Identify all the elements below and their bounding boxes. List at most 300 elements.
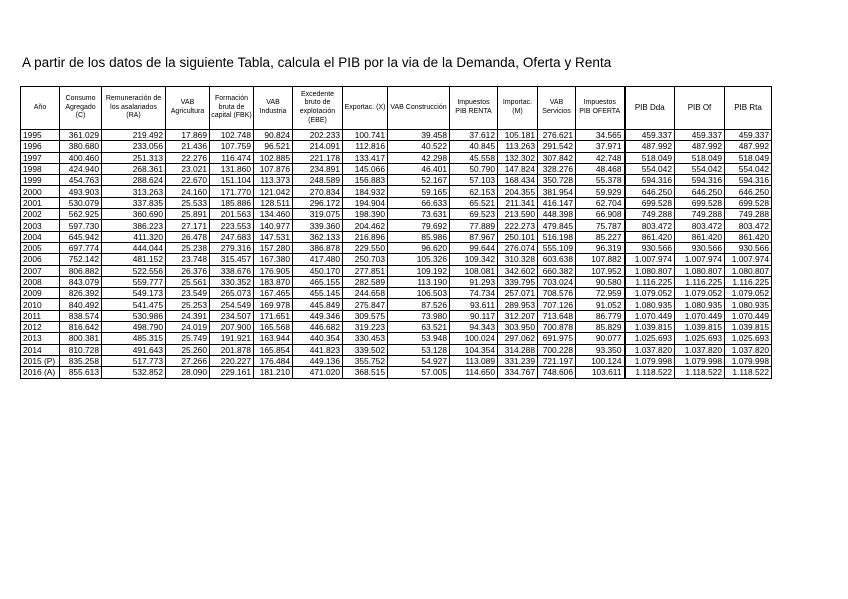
value-cell: 454.763	[60, 175, 102, 186]
value-cell: 22.276	[166, 152, 210, 163]
value-cell: 491.643	[102, 344, 166, 355]
value-cell: 90.117	[450, 310, 498, 321]
value-cell: 27.171	[166, 220, 210, 231]
value-cell: 1.070.449	[725, 310, 772, 321]
table-row	[21, 231, 772, 242]
value-cell: 86.779	[576, 310, 625, 321]
value-cell: 1.039.815	[625, 322, 675, 333]
header-cell: VAB Agricultura	[166, 87, 210, 130]
value-cell: 646.250	[725, 186, 772, 197]
value-cell: 930.566	[625, 242, 675, 253]
table-row	[21, 197, 772, 208]
header-cell: Exportac. (X)	[343, 87, 388, 130]
value-cell: 169.978	[254, 299, 293, 310]
value-cell: 319.075	[293, 209, 343, 220]
year-cell: 2011	[21, 310, 60, 321]
value-cell: 214.091	[293, 141, 343, 152]
year-cell: 1998	[21, 163, 60, 174]
value-cell: 330.352	[210, 276, 254, 287]
value-cell: 91.052	[576, 299, 625, 310]
value-cell: 65.521	[450, 197, 498, 208]
value-cell: 104.354	[450, 344, 498, 355]
value-cell: 128.511	[254, 197, 293, 208]
value-cell: 99.644	[450, 242, 498, 253]
value-cell: 93.611	[450, 299, 498, 310]
value-cell: 449.136	[293, 355, 343, 366]
value-cell: 21.436	[166, 141, 210, 152]
value-cell: 165.854	[254, 344, 293, 355]
value-cell: 59.929	[576, 186, 625, 197]
value-cell: 450.170	[293, 265, 343, 276]
header-cell: PIB Of	[675, 87, 725, 130]
value-cell: 251.313	[102, 152, 166, 163]
value-cell: 1.007.974	[675, 254, 725, 265]
value-cell: 749.288	[625, 209, 675, 220]
value-cell: 594.316	[675, 175, 725, 186]
value-cell: 37.971	[576, 141, 625, 152]
value-cell: 826.392	[60, 288, 102, 299]
value-cell: 555.109	[538, 242, 576, 253]
value-cell: 708.576	[538, 288, 576, 299]
value-cell: 307.842	[538, 152, 576, 163]
value-cell: 700.228	[538, 344, 576, 355]
value-cell: 25.260	[166, 344, 210, 355]
value-cell: 24.160	[166, 186, 210, 197]
value-cell: 445.849	[293, 299, 343, 310]
value-cell: 28.090	[166, 367, 210, 378]
table-row	[21, 344, 772, 355]
value-cell: 233.056	[102, 141, 166, 152]
value-cell: 176.484	[254, 355, 293, 366]
value-cell: 171.770	[210, 186, 254, 197]
value-cell: 1.080.935	[725, 299, 772, 310]
value-cell: 646.250	[625, 186, 675, 197]
value-cell: 90.580	[576, 276, 625, 287]
year-cell: 2014	[21, 344, 60, 355]
value-cell: 234.891	[293, 163, 343, 174]
value-cell: 157.280	[254, 242, 293, 253]
value-cell: 471.020	[293, 367, 343, 378]
value-cell: 163.944	[254, 333, 293, 344]
value-cell: 697.774	[60, 242, 102, 253]
value-cell: 1.080.807	[725, 265, 772, 276]
value-cell: 485.315	[102, 333, 166, 344]
value-cell: 522.556	[102, 265, 166, 276]
value-cell: 257.071	[498, 288, 538, 299]
header-cell: Excedente bruto de explotación (EBE)	[293, 87, 343, 130]
value-cell: 440.354	[293, 333, 343, 344]
value-cell: 444.044	[102, 242, 166, 253]
value-cell: 276.074	[498, 242, 538, 253]
value-cell: 350.728	[538, 175, 576, 186]
value-cell: 816.642	[60, 322, 102, 333]
value-cell: 53.948	[388, 333, 450, 344]
value-cell: 1.118.522	[675, 367, 725, 378]
value-cell: 183.870	[254, 276, 293, 287]
value-cell: 455.145	[293, 288, 343, 299]
value-cell: 481.152	[102, 254, 166, 265]
value-cell: 1.118.522	[725, 367, 772, 378]
value-cell: 229.550	[343, 242, 388, 253]
value-cell: 73.631	[388, 209, 450, 220]
value-cell: 113.089	[450, 355, 498, 366]
value-cell: 39.458	[388, 130, 450, 141]
value-cell: 93.350	[576, 344, 625, 355]
value-cell: 1.116.225	[625, 276, 675, 287]
table-row	[21, 152, 772, 163]
value-cell: 861.420	[725, 231, 772, 242]
value-cell: 518.049	[725, 152, 772, 163]
value-cell: 105.326	[388, 254, 450, 265]
table-body	[21, 130, 772, 379]
value-cell: 222.273	[498, 220, 538, 231]
table-row	[21, 310, 772, 321]
table-header-row	[21, 87, 772, 130]
value-cell: 221.178	[293, 152, 343, 163]
value-cell: 116.474	[210, 152, 254, 163]
value-cell: 107.952	[576, 265, 625, 276]
value-cell: 1.007.974	[725, 254, 772, 265]
value-cell: 113.263	[498, 141, 538, 152]
year-cell: 1999	[21, 175, 60, 186]
value-cell: 90.824	[254, 130, 293, 141]
value-cell: 835.258	[60, 355, 102, 366]
value-cell: 597.730	[60, 220, 102, 231]
value-cell: 25.891	[166, 209, 210, 220]
value-cell: 147.824	[498, 163, 538, 174]
value-cell: 1.079.998	[675, 355, 725, 366]
value-cell: 72.959	[576, 288, 625, 299]
value-cell: 282.589	[343, 276, 388, 287]
value-cell: 498.790	[102, 322, 166, 333]
value-cell: 313.263	[102, 186, 166, 197]
value-cell: 1.070.449	[625, 310, 675, 321]
value-cell: 449.346	[293, 310, 343, 321]
value-cell: 26.376	[166, 265, 210, 276]
value-cell: 52.167	[388, 175, 450, 186]
value-cell: 268.361	[102, 163, 166, 174]
value-cell: 861.420	[675, 231, 725, 242]
value-cell: 1.079.998	[725, 355, 772, 366]
value-cell: 459.337	[725, 130, 772, 141]
value-cell: 310.328	[498, 254, 538, 265]
value-cell: 105.181	[498, 130, 538, 141]
value-cell: 752.142	[60, 254, 102, 265]
value-cell: 201.563	[210, 209, 254, 220]
value-cell: 338.676	[210, 265, 254, 276]
value-cell: 250.703	[343, 254, 388, 265]
value-cell: 1.080.807	[625, 265, 675, 276]
value-cell: 1.039.815	[675, 322, 725, 333]
value-cell: 594.316	[625, 175, 675, 186]
value-cell: 73.980	[388, 310, 450, 321]
value-cell: 87.526	[388, 299, 450, 310]
value-cell: 297.062	[498, 333, 538, 344]
table-row	[21, 209, 772, 220]
value-cell: 265.073	[210, 288, 254, 299]
value-cell: 213.590	[498, 209, 538, 220]
value-cell: 386.223	[102, 220, 166, 231]
value-cell: 55.378	[576, 175, 625, 186]
value-cell: 156.883	[343, 175, 388, 186]
value-cell: 25.238	[166, 242, 210, 253]
year-cell: 2007	[21, 265, 60, 276]
value-cell: 270.834	[293, 186, 343, 197]
value-cell: 748.606	[538, 367, 576, 378]
value-cell: 50.790	[450, 163, 498, 174]
table-row	[21, 242, 772, 253]
value-cell: 46.401	[388, 163, 450, 174]
value-cell: 518.049	[625, 152, 675, 163]
table-row	[21, 299, 772, 310]
value-cell: 594.316	[725, 175, 772, 186]
header-cell: Año	[21, 87, 60, 130]
header-cell: PIB Dda	[625, 87, 675, 130]
value-cell: 517.773	[102, 355, 166, 366]
value-cell: 459.337	[675, 130, 725, 141]
table-row	[21, 333, 772, 344]
value-cell: 40.522	[388, 141, 450, 152]
value-cell: 277.851	[343, 265, 388, 276]
value-cell: 465.155	[293, 276, 343, 287]
table-row	[21, 254, 772, 265]
table-row	[21, 141, 772, 152]
value-cell: 803.472	[625, 220, 675, 231]
value-cell: 303.950	[498, 322, 538, 333]
value-cell: 24.019	[166, 322, 210, 333]
value-cell: 1.025.693	[675, 333, 725, 344]
value-cell: 386.878	[293, 242, 343, 253]
value-cell: 1.025.693	[625, 333, 675, 344]
value-cell: 62.153	[450, 186, 498, 197]
value-cell: 660.382	[538, 265, 576, 276]
header-cell: Consumo Agregado (C)	[60, 87, 102, 130]
value-cell: 1.116.225	[725, 276, 772, 287]
value-cell: 194.904	[343, 197, 388, 208]
value-cell: 254.549	[210, 299, 254, 310]
table-row	[21, 265, 772, 276]
value-cell: 109.192	[388, 265, 450, 276]
value-cell: 487.992	[625, 141, 675, 152]
value-cell: 331.239	[498, 355, 538, 366]
table-row	[21, 175, 772, 186]
value-cell: 140.977	[254, 220, 293, 231]
value-cell: 424.940	[60, 163, 102, 174]
value-cell: 131.860	[210, 163, 254, 174]
year-cell: 2016 (A)	[21, 367, 60, 378]
value-cell: 167.380	[254, 254, 293, 265]
value-cell: 1.080.935	[625, 299, 675, 310]
value-cell: 147.531	[254, 231, 293, 242]
value-cell: 279.316	[210, 242, 254, 253]
value-cell: 75.787	[576, 220, 625, 231]
value-cell: 309.575	[343, 310, 388, 321]
value-cell: 25.749	[166, 333, 210, 344]
table-row	[21, 130, 772, 141]
value-cell: 168.434	[498, 175, 538, 186]
value-cell: 749.288	[675, 209, 725, 220]
value-cell: 803.472	[675, 220, 725, 231]
value-cell: 223.553	[210, 220, 254, 231]
value-cell: 198.390	[343, 209, 388, 220]
value-cell: 339.360	[293, 220, 343, 231]
value-cell: 518.049	[675, 152, 725, 163]
value-cell: 185.886	[210, 197, 254, 208]
table-row	[21, 276, 772, 287]
value-cell: 107.759	[210, 141, 254, 152]
value-cell: 204.355	[498, 186, 538, 197]
value-cell: 17.869	[166, 130, 210, 141]
table-row	[21, 288, 772, 299]
value-cell: 204.462	[343, 220, 388, 231]
value-cell: 339.795	[498, 276, 538, 287]
value-cell: 37.612	[450, 130, 498, 141]
year-cell: 2010	[21, 299, 60, 310]
value-cell: 165.568	[254, 322, 293, 333]
table-row	[21, 367, 772, 378]
value-cell: 381.954	[538, 186, 576, 197]
value-cell: 145.066	[343, 163, 388, 174]
value-cell: 334.767	[498, 367, 538, 378]
year-cell: 2000	[21, 186, 60, 197]
value-cell: 342.602	[498, 265, 538, 276]
value-cell: 289.953	[498, 299, 538, 310]
value-cell: 645.942	[60, 231, 102, 242]
value-cell: 810.728	[60, 344, 102, 355]
value-cell: 62.704	[576, 197, 625, 208]
value-cell: 63.521	[388, 322, 450, 333]
value-cell: 296.172	[293, 197, 343, 208]
year-cell: 1995	[21, 130, 60, 141]
value-cell: 27.266	[166, 355, 210, 366]
value-cell: 106.503	[388, 288, 450, 299]
value-cell: 532.852	[102, 367, 166, 378]
page-title: A partir de los datos de la siguiente Tabla, calcula el PIB por la via de la Demanda, Oferta y Renta	[22, 55, 612, 70]
value-cell: 107.882	[576, 254, 625, 265]
value-cell: 96.521	[254, 141, 293, 152]
value-cell: 312.207	[498, 310, 538, 321]
year-cell: 2006	[21, 254, 60, 265]
year-cell: 2012	[21, 322, 60, 333]
value-cell: 1.039.815	[725, 322, 772, 333]
value-cell: 219.492	[102, 130, 166, 141]
header-cell: Impuestos PIB RENTA	[450, 87, 498, 130]
value-cell: 448.398	[538, 209, 576, 220]
value-cell: 1.007.974	[625, 254, 675, 265]
header-cell: VAB Industria	[254, 87, 293, 130]
table-row	[21, 220, 772, 231]
value-cell: 361.029	[60, 130, 102, 141]
value-cell: 151.104	[210, 175, 254, 186]
value-cell: 66.633	[388, 197, 450, 208]
value-cell: 42.298	[388, 152, 450, 163]
value-cell: 530.986	[102, 310, 166, 321]
value-cell: 171.651	[254, 310, 293, 321]
value-cell: 806.882	[60, 265, 102, 276]
value-cell: 184.932	[343, 186, 388, 197]
value-cell: 699.528	[725, 197, 772, 208]
value-cell: 554.042	[675, 163, 725, 174]
value-cell: 1.037.820	[725, 344, 772, 355]
value-cell: 1.079.052	[675, 288, 725, 299]
value-cell: 112.816	[343, 141, 388, 152]
header-cell: VAB Construcción	[388, 87, 450, 130]
value-cell: 57.103	[450, 175, 498, 186]
value-cell: 487.992	[725, 141, 772, 152]
value-cell: 516.198	[538, 231, 576, 242]
value-cell: 100.124	[576, 355, 625, 366]
value-cell: 23.021	[166, 163, 210, 174]
value-cell: 132.302	[498, 152, 538, 163]
value-cell: 355.752	[343, 355, 388, 366]
value-cell: 721.197	[538, 355, 576, 366]
value-cell: 244.658	[343, 288, 388, 299]
value-cell: 1.025.693	[725, 333, 772, 344]
value-cell: 315.457	[210, 254, 254, 265]
table-row	[21, 355, 772, 366]
value-cell: 220.227	[210, 355, 254, 366]
value-cell: 328.276	[538, 163, 576, 174]
value-cell: 803.472	[725, 220, 772, 231]
year-cell: 2003	[21, 220, 60, 231]
value-cell: 319.223	[343, 322, 388, 333]
value-cell: 487.992	[675, 141, 725, 152]
value-cell: 108.081	[450, 265, 498, 276]
value-cell: 700.878	[538, 322, 576, 333]
value-cell: 23.549	[166, 288, 210, 299]
value-cell: 74.734	[450, 288, 498, 299]
year-cell: 2013	[21, 333, 60, 344]
value-cell: 479.845	[538, 220, 576, 231]
value-cell: 191.921	[210, 333, 254, 344]
value-cell: 77.889	[450, 220, 498, 231]
year-cell: 2004	[21, 231, 60, 242]
value-cell: 102.885	[254, 152, 293, 163]
value-cell: 559.777	[102, 276, 166, 287]
value-cell: 181.210	[254, 367, 293, 378]
table-row	[21, 322, 772, 333]
value-cell: 25.533	[166, 197, 210, 208]
value-cell: 26.478	[166, 231, 210, 242]
header-cell: Importac. (M)	[498, 87, 538, 130]
value-cell: 59.165	[388, 186, 450, 197]
value-cell: 94.343	[450, 322, 498, 333]
value-cell: 96.620	[388, 242, 450, 253]
value-cell: 100.024	[450, 333, 498, 344]
value-cell: 48.468	[576, 163, 625, 174]
value-cell: 113.190	[388, 276, 450, 287]
value-cell: 40.845	[450, 141, 498, 152]
value-cell: 103.611	[576, 367, 625, 378]
value-cell: 337.835	[102, 197, 166, 208]
value-cell: 339.502	[343, 344, 388, 355]
value-cell: 416.147	[538, 197, 576, 208]
value-cell: 554.042	[725, 163, 772, 174]
value-cell: 207.900	[210, 322, 254, 333]
value-cell: 66.908	[576, 209, 625, 220]
value-cell: 121.042	[254, 186, 293, 197]
value-cell: 229.161	[210, 367, 254, 378]
value-cell: 69.523	[450, 209, 498, 220]
header-cell: PIB Rta	[725, 87, 772, 130]
value-cell: 800.381	[60, 333, 102, 344]
year-cell: 1996	[21, 141, 60, 152]
value-cell: 291.542	[538, 141, 576, 152]
value-cell: 1.080.807	[675, 265, 725, 276]
year-cell: 2005	[21, 242, 60, 253]
value-cell: 1.118.522	[625, 367, 675, 378]
value-cell: 275.847	[343, 299, 388, 310]
